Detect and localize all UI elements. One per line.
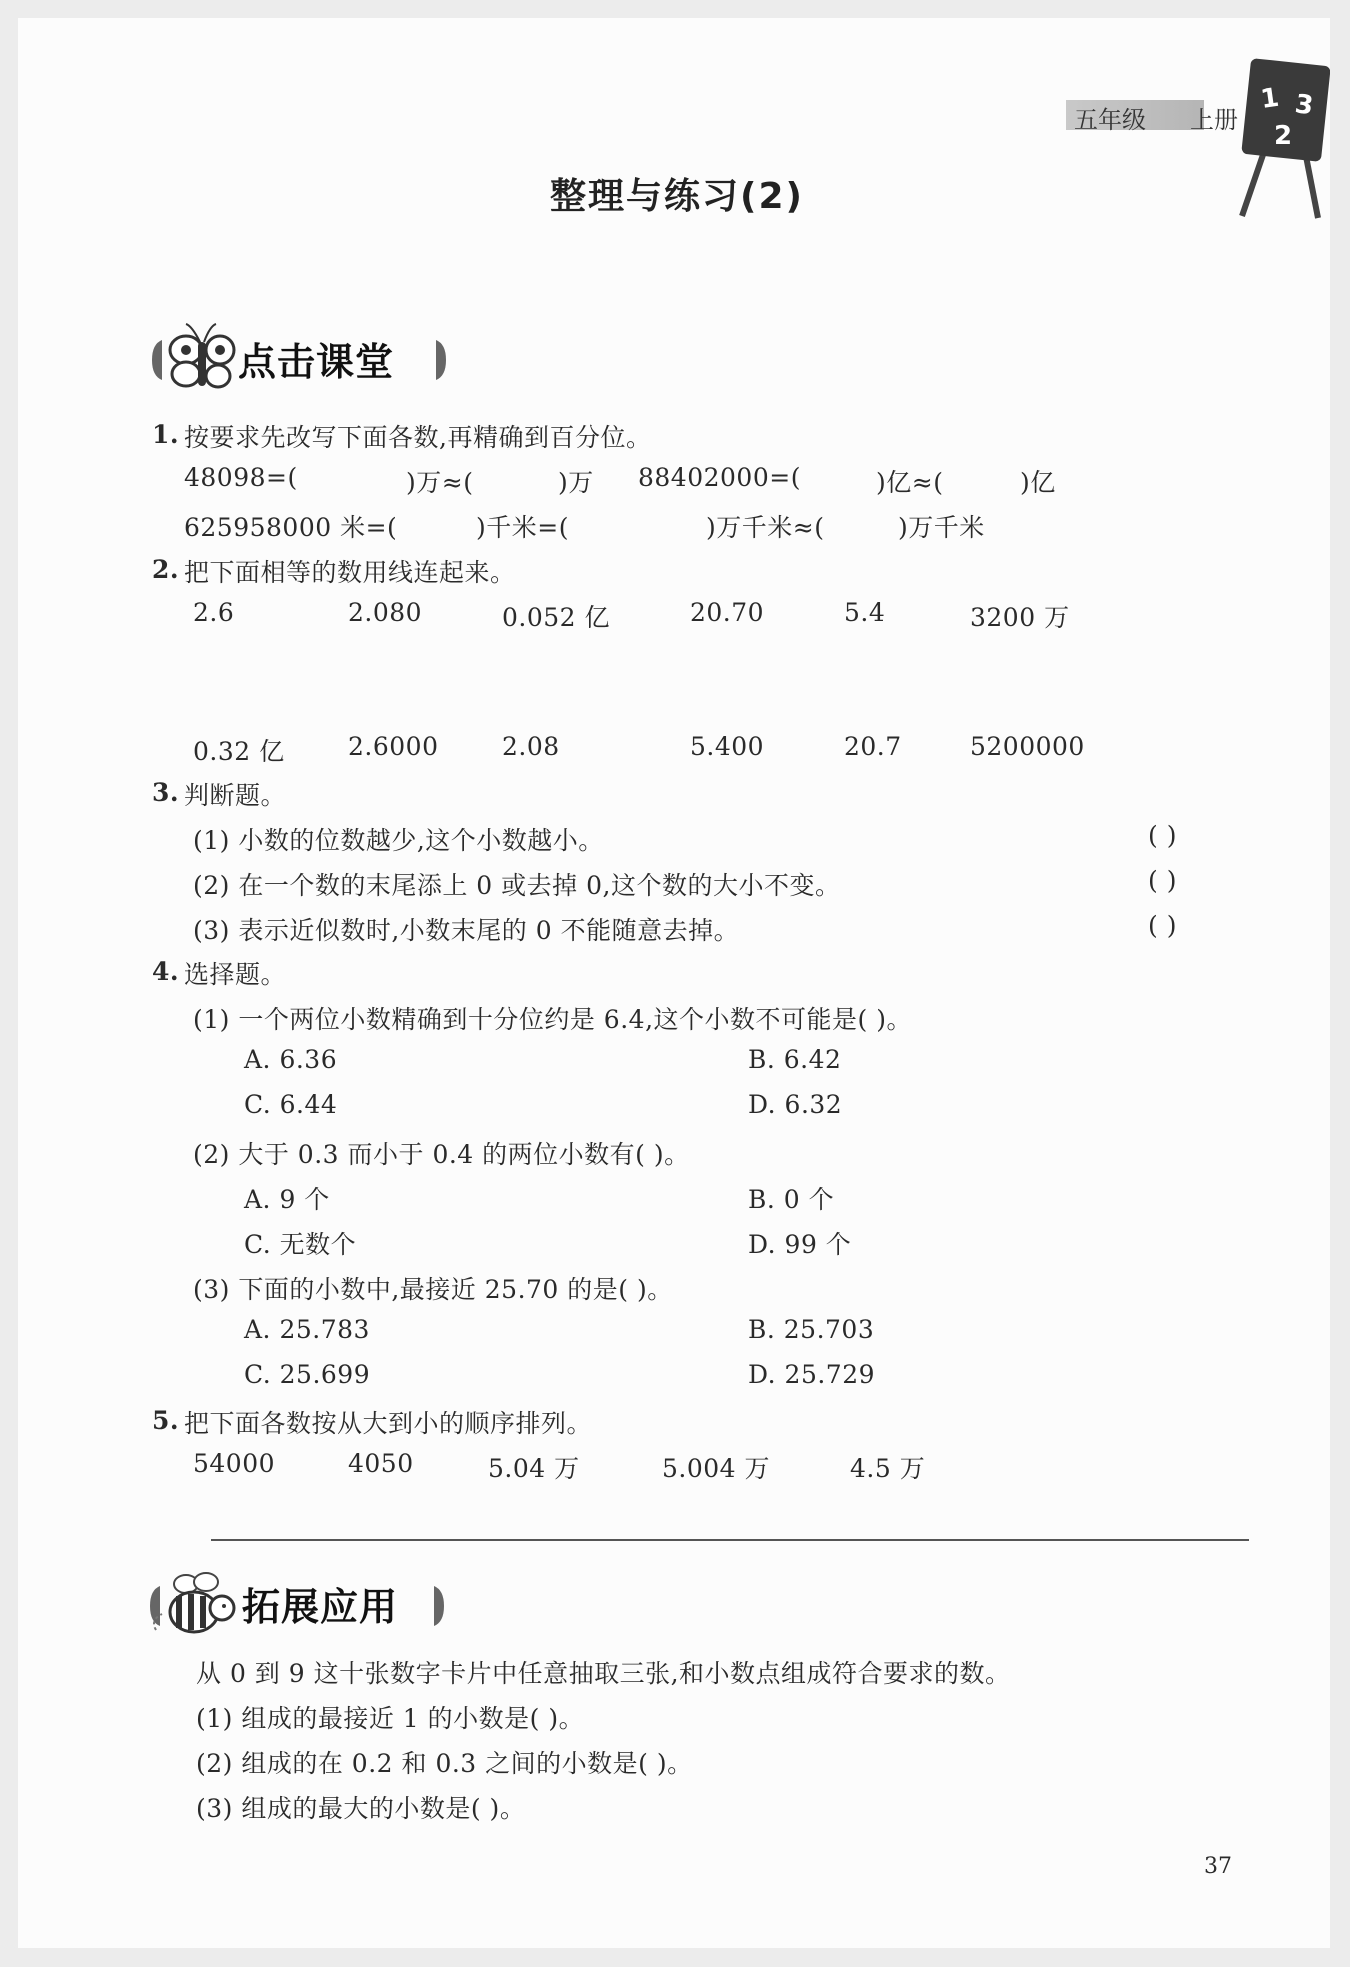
q2-top-value: 20.70 (690, 598, 765, 627)
q2-top-value: 2.080 (348, 598, 423, 627)
q4-sub3-option-d: D. 25.729 (748, 1360, 876, 1389)
q5-prompt: 把下面各数按从大到小的顺序排列。 (184, 1409, 593, 1438)
section-title-classroom: 点击课堂 (238, 340, 395, 384)
q1-expr-1: 48098=( (184, 463, 298, 492)
q4-sub2-option-c: C. 无数个 (244, 1230, 357, 1259)
q1-expr-7: 625958000 米=( (184, 513, 398, 542)
q5-number-item: 54000 (193, 1449, 276, 1478)
q2-bottom-value: 0.32 亿 (193, 737, 285, 766)
q3-answer-paren-2: ( ) (1148, 866, 1177, 895)
badge-digit-3: 3 (1293, 89, 1316, 122)
q1-expr-3: )万 (558, 468, 594, 497)
q3-answer-paren-3: ( ) (1148, 911, 1177, 940)
q5-number-item: 5.04 万 (488, 1454, 580, 1483)
q4-sub2-text: (2) 大于 0.3 而小于 0.4 的两位小数有( )。 (193, 1140, 690, 1169)
badge-digit-1: 1 (1258, 82, 1281, 115)
q4-sub3-option-c: C. 25.699 (244, 1360, 371, 1389)
bee-icon (154, 1573, 234, 1632)
page-number: 37 (1204, 1854, 1232, 1879)
q2-bottom-value: 2.6000 (348, 732, 439, 761)
q2-prompt: 把下面相等的数用线连起来。 (184, 558, 516, 587)
q4-sub1-option-a: A. 6.36 (244, 1045, 338, 1074)
q3-item-1: (1) 小数的位数越少,这个小数越小。 (193, 826, 604, 855)
q1-prompt: 按要求先改写下面各数,再精确到百分位。 (184, 423, 652, 452)
q1-expr-10: )万千米 (898, 513, 985, 542)
q4-sub2-option-b: B. 0 个 (748, 1185, 835, 1214)
page-title: 整理与练习(2) (550, 176, 804, 217)
blackboard-badge-icon (1238, 46, 1330, 226)
q1-number: 1. (152, 420, 180, 449)
q3-item-2: (2) 在一个数的末尾添上 0 或去掉 0,这个数的大小不变。 (193, 871, 841, 900)
q5-number-item: 4.5 万 (850, 1454, 926, 1483)
q2-bottom-value: 5200000 (970, 732, 1085, 761)
volume-label: 上册 (1190, 106, 1238, 134)
divider (211, 1539, 1249, 1541)
q2-top-value: 0.052 亿 (502, 603, 611, 632)
q3-answer-paren-1: ( ) (1148, 821, 1177, 850)
q2-top-value: 2.6 (193, 598, 235, 627)
q4-sub2-option-a: A. 9 个 (244, 1185, 330, 1214)
q4-sub1-option-c: C. 6.44 (244, 1090, 338, 1119)
q4-sub3-text: (3) 下面的小数中,最接近 25.70 的是( )。 (193, 1275, 673, 1304)
ext-item-3: (3) 组成的最大的小数是( )。 (196, 1794, 526, 1823)
q4-sub1-text: (1) 一个两位小数精确到十分位约是 6.4,这个小数不可能是( )。 (193, 1005, 912, 1034)
q1-expr-6: )亿 (1020, 468, 1056, 497)
q1-expr-5: )亿≈( (876, 468, 944, 497)
q2-bottom-value: 2.08 (502, 732, 560, 761)
q4-sub1-option-b: B. 6.42 (748, 1045, 842, 1074)
q3-prompt: 判断题。 (184, 781, 287, 810)
grade-label: 五年级 (1074, 106, 1146, 134)
q1-expr-4: 88402000=( (638, 463, 801, 492)
q3-number: 3. (152, 778, 180, 807)
q4-sub3-option-a: A. 25.783 (244, 1315, 370, 1344)
q5-number: 5. (152, 1406, 180, 1435)
q4-sub2-option-d: D. 99 个 (748, 1230, 852, 1259)
page (18, 18, 1330, 1948)
q5-number-item: 4050 (348, 1449, 414, 1478)
q5-number-item: 5.004 万 (662, 1454, 771, 1483)
q2-top-value: 5.4 (844, 598, 886, 627)
q2-bottom-value: 5.400 (690, 732, 765, 761)
butterfly-icon (170, 324, 234, 387)
q4-sub3-option-b: B. 25.703 (748, 1315, 875, 1344)
q4-prompt: 选择题。 (184, 960, 287, 989)
ext-item-1: (1) 组成的最接近 1 的小数是( )。 (196, 1704, 585, 1733)
q1-expr-9: )万千米≈( (706, 513, 825, 542)
q2-top-value: 3200 万 (970, 603, 1070, 632)
q2-number: 2. (152, 555, 180, 584)
ext-intro: 从 0 到 9 这十张数字卡片中任意抽取三张,和小数点组成符合要求的数。 (196, 1659, 1011, 1688)
badge-digit-2: 2 (1274, 121, 1293, 151)
q4-sub1-option-d: D. 6.32 (748, 1090, 843, 1119)
ext-item-2: (2) 组成的在 0.2 和 0.3 之间的小数是( )。 (196, 1749, 693, 1778)
q1-expr-8: )千米=( (476, 513, 569, 542)
section-title-extension: 拓展应用 (242, 1585, 399, 1629)
q3-item-3: (3) 表示近似数时,小数末尾的 0 不能随意去掉。 (193, 916, 740, 945)
q2-bottom-value: 20.7 (844, 732, 902, 761)
q1-expr-2: )万≈( (406, 468, 474, 497)
q4-number: 4. (152, 957, 180, 986)
